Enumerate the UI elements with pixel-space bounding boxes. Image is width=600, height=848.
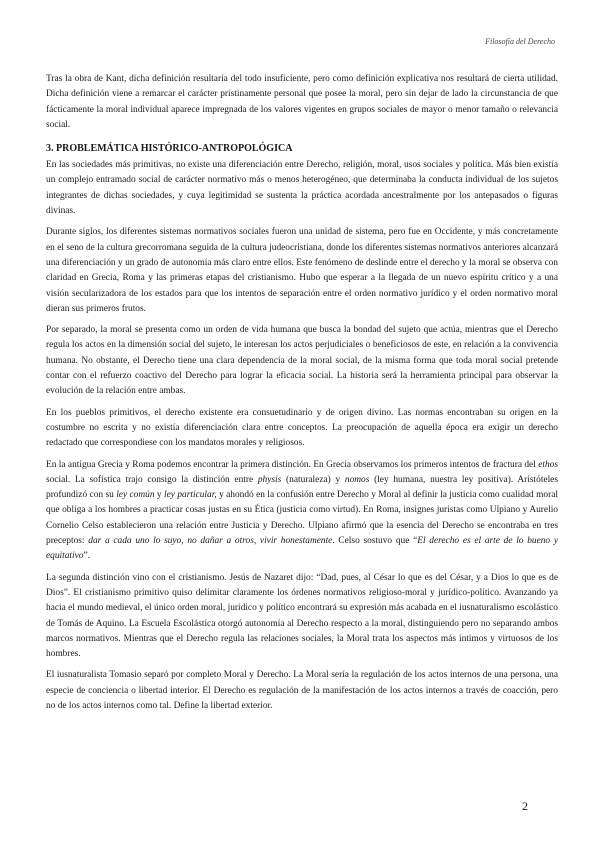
paragraph-christianity: La segunda distinción vino con el cristianismo. Jesús de Nazaret dijo: “Dad, pues, al César lo que es del César, y a Dios lo que es de Dios”. El cristianismo primitivo quiso delimitar claramente los órdenes normativos religioso-moral y jurídico-político. Avanzando ya hacia el mundo medieval, el único orden moral, jurídico y político encontrará su expresión más acabada en el iusnaturalismo escolástico de Tomás de Aquino. La Escuela Escolástica otorgó autonomía al Derecho respecto a la moral, distinguiendo pero no separando ambos marcos normativos. Mientras que el Derecho regula las relaciones sociales, la Moral trata los aspectos más íntimos y virtuosos de los hombres. [46, 572, 558, 660]
section-heading: 3. PROBLEMÁTICA HISTÓRICO-ANTROPOLÓGICA [46, 143, 293, 155]
term-ley-particular: ley particular, [164, 490, 217, 501]
term-ley-comun: ley común [116, 490, 155, 501]
text-run: y [154, 490, 165, 501]
celso-quote: El derecho es el arte de lo bueno y equitativo [46, 536, 558, 562]
paragraph-normative-systems: Durante siglos, los diferentes sistemas normativos sociales fueron una unidad de sistema, pero fue en Occidente, y más concretamente en el seno de la cultura grecorromana seguida de la cultura judeocristiana, donde los diferentes sistemas normativos anteriores alcanzará una diferenciación y un grado de autonomía más claro entre ellos. Este fenómeno de deslinde entre el derecho y la moral se observa con claridad en Grecia, Roma y las primeras etapas del cristianismo. Hubo que esperar a la llegada de un nuevo espíritu crítico y a una visión secularizadora de los estados para que los intentos de separación entre el orden normativo jurídico y el orden normativo moral dieran sus primeros frutos. [46, 227, 558, 314]
paragraph-tomasio: El iusnaturalista Tomasio separó por completo Moral y Derecho. La Moral sería la regulación de los actos internos de una persona, una especie de conciencia o libertad interior. El Derecho es regulación de la manifestación de los actos internos a través de coacción, pero no de los actos internos como tal. Define la libertad exterior. [46, 670, 558, 711]
term-physis: physis [257, 474, 282, 485]
term-nomos: nomos [344, 474, 370, 485]
text-run: ”. [83, 551, 91, 562]
running-header: Filosofía del Derecho [485, 37, 555, 46]
paragraph-greece-rome [46, 458, 558, 565]
term-ethos: ethos [538, 459, 558, 470]
page-number: 2 [522, 799, 528, 813]
text-run: (naturaleza) y [281, 474, 345, 485]
paragraph-primitive-peoples: En los pueblos primitivos, el derecho existente era consuetudinario y de origen divino. Las normas encontraban su origen en la costumbre no escrita y no existía diferenciación clara entre conceptos. La preocupación de aquella época era exigir un derecho redactado que correspondiese con los mandatos morales y religiosos. [46, 407, 558, 449]
ulpiano-precepts: dar a cada uno lo suyo, no dañar a otros, vivir honestamente [88, 536, 333, 547]
document-body [46, 72, 558, 720]
text-run: (ley humana, nuestra ley positiva). Aristóteles profundizó con su [46, 474, 558, 501]
text-run: y ahondó en la confusión entre Derecho y Moral al definir la justicia como cualidad moral que obliga a los hombres a practicar cosas justas en su Ética (justicia como virtud). En Roma, insignes juristas como Ulpiano y Aurelio Cornelio Celso establecieron una relación entre Justicia y Derecho. Ulpiano afirmó que la esencia del Derecho se encontraba en tres preceptos: [46, 490, 559, 547]
paragraph-primitive-societies: En las sociedades más primitivas, no existe una diferenciación entre Derecho, religión, moral, usos sociales y política. Más bien existía un complejo entramado social de carácter normativo más o menos heterogéneo, que determinaba la conducta individual de los sujetos integrantes de dichas sociedades, y cuya legitimidad se sustenta la práctica acordada ancestralmente por los antepasados o figuras divinas. [46, 160, 558, 217]
text-run: En la antigua Grecia y Roma podemos encontrar la primera distinción. En Grecia observamos los primeros intentos de fractura del [46, 459, 539, 470]
paragraph-intro: Tras la obra de Kant, dicha definición resultaría del todo insuficiente, pero como definición explicativa nos resultará de cierta utilidad. Dicha definición viene a remarcar el carácter prístinamente personal que posee la moral, pero sin dejar de lado la circunstancia de que fácticamente la moral individual aparece impregnada de los valores vigentes en grupos sociales de mayor o menor tamaño o relevancia social. [46, 74, 558, 130]
paragraph-moral-vs-law: Por separado, la moral se presenta como un orden de vida humana que busca la bondad del sujeto que actúa, mientras que el Derecho regula los actos en la dimensión social del sujeto, le interesan los actos perjudiciales o beneficiosos de este, en relación a la convivencia humana. No obstante, el Derecho tiene una clara dependencia de la moral social, de la misma forma que toda moral social pretende contar con el refuerzo coactivo del Derecho para lograr la eficacia social. La historia será la herramienta principal para observar la evolución de la relación entre ambas. [46, 325, 558, 397]
text-run: social. La sofística trajo consigo la distinción entre [46, 474, 258, 485]
text-run: . Celso sostuvo que “ [332, 536, 418, 547]
